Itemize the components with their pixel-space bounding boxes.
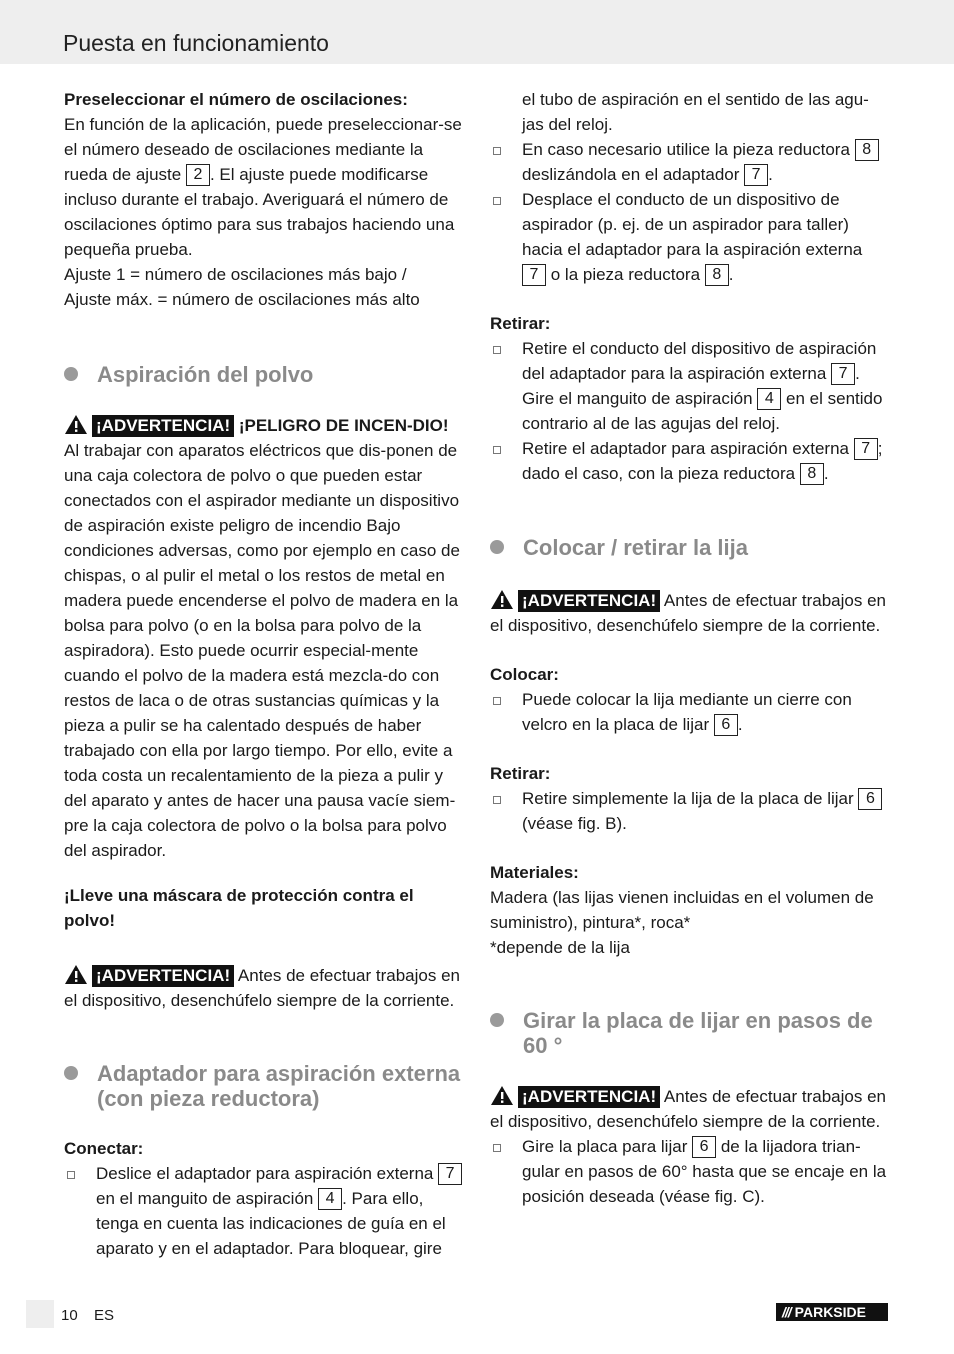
section-heading-aspiracion: Aspiración del polvo [64,362,464,387]
language-code: ES [94,1307,115,1324]
connect-heading: Conectar: [64,1139,144,1158]
checkbox-bullet-icon [67,1171,75,1179]
warning-triangle-icon [64,414,88,435]
checkbox-bullet-icon [493,697,501,705]
section-heading-girar: Girar la placa de lijar en pasos de 60 ° [490,1008,890,1058]
ref-number: 7 [744,164,768,186]
right-column [490,87,890,1209]
checkbox-bullet-icon [493,197,501,205]
ref-number: 4 [757,388,781,410]
checkbox-bullet-icon [493,147,501,155]
materials-heading: Materiales: [490,863,579,882]
bullet-icon [490,540,504,554]
section-heading-lija: Colocar / retirar la lija [490,535,890,560]
checkbox-bullet-icon [493,1144,501,1152]
left-column [64,87,464,1261]
take-list [490,786,890,836]
list-item: Puede colocar la lija mediante un cierre con velcro en la placa de lijar 6 . [490,687,890,737]
remove-list [490,336,890,486]
preselect-setting-low: Ajuste 1 = número de oscilaciones más bajo / [64,265,407,284]
unplug-warning-girar: ¡ADVERTENCIA! Antes de efectuar trabajos en el dispositivo, desenchúfelo siempre de la corriente. [490,1087,886,1131]
list-item: Gire la placa para lijar 6 de la lijadora trian-gular en pasos de 60° hasta que se encaje en la posición deseada (véase fig. C). [490,1134,890,1209]
remove-heading: Retirar: [490,314,551,333]
logo-text: PARKSIDE [794,1304,866,1320]
rotate-list [490,1134,890,1209]
ref-number: 7 [438,1163,462,1185]
ref-number: 8 [855,139,879,161]
take-heading: Retirar: [490,764,551,783]
warning-label: ¡ADVERTENCIA! [64,416,234,435]
checkbox-bullet-icon [493,346,501,354]
list-item: Retire simplemente la lija de la placa de lijar 6 (véase fig. B). [490,786,890,836]
connect-list [64,1161,464,1261]
fire-bold: ¡PELIGRO DE INCEN-DIO! [238,416,449,435]
warning-label: ¡ADVERTENCIA! [490,591,660,610]
ref-number: 6 [858,788,882,810]
ref-number: 4 [318,1188,342,1210]
unplug-warning-left: ¡ADVERTENCIA! Antes de efectuar trabajos en el dispositivo, desenchúfelo siempre de la corriente. [64,966,460,1010]
list-item: Deslice el adaptador para aspiración externa 7 en el manguito de aspiración 4 . Para ello, tenga en cuenta las indicaciones de guía en el aparato y en el adaptador. Para bloquear, gire [64,1161,464,1261]
ref-number: 7 [831,363,855,385]
bullet-icon [64,367,78,381]
place-list [490,687,890,737]
mask-notice: ¡Lleve una máscara de protección contra el polvo! [64,886,414,930]
parkside-logo [776,1303,888,1321]
ref-number: 8 [800,463,824,485]
preselect-paragraph: En función de la aplicación, puede preseleccionar-se el número deseado de oscilaciones mediante la rueda de ajuste 2 . El ajuste puede modificarse incluso durante el trabajo. Averiguará el número de oscilaciones óptimo para sus trabajos haciendo una pequeña prueba. [64,115,462,259]
ref-number: 6 [692,1136,716,1158]
preselect-setting-high: Ajuste máx. = número de oscilaciones más alto [64,290,420,309]
ref-number: 7 [854,438,878,460]
checkbox-bullet-icon [493,796,501,804]
logo-mark: /// [782,1304,791,1320]
footer-marker [26,1300,54,1328]
materials-text: Madera (las lijas vienen incluidas en el volumen de suministro), pintura*, roca* [490,888,874,932]
list-item: Desplace el conducto de un dispositivo de aspirador (p. ej. de un aspirador para taller) hacia el adaptador para la aspiración externa 7 o la pieza reductora 8 . [490,187,890,287]
list-item: Retire el adaptador para aspiración externa 7 ; dado el caso, con la pieza reductora 8 . [490,436,890,486]
ref-number: 6 [714,714,738,736]
ref-number: 8 [705,264,729,286]
adapter-list [490,137,890,287]
warning-label: ¡ADVERTENCIA! [490,1087,660,1106]
warning-triangle-icon [490,589,514,610]
checkbox-bullet-icon [493,446,501,454]
fire-text: Al trabajar con aparatos eléctricos que dis-ponen de una caja colectora de polvo o que pueden estar conectados con el aspirador mediante un dispositivo de aspiración existe peligro de incendio Bajo condiciones adversas, como por ejemplo en caso de chispas, o al pulir el metal o los restos de metal en madera puede encenderse el polvo de madera en la bolsa para polvo (o en la bolsa para polvo de la aspiradora). Esto puede ocurrir especial-mente cuando el polvo de la madera está mezcla-do con restos de laca o de otras sustancias químicas y la pieza a pulir se ha calentado después de haber trabajado con ella por largo tiempo. Por ello, evite a toda costa un recalentamiento de la pieza a pulir y del aparato y antes de hacer una pausa vacíe siem-pre la caja colectora de polvo o la bolsa para polvo del aspirador. [64,441,460,860]
ref-number: 7 [522,264,546,286]
warning-label: ¡ADVERTENCIA! [64,966,234,985]
materials-note: *depende de la lija [490,938,630,957]
place-heading: Colocar: [490,665,559,684]
list-item: Retire el conducto del dispositivo de aspiración del adaptador para la aspiración externa 7 . Gire el manguito de aspiración 4 en el sentido contrario al de las agujas del reloj. [490,336,890,436]
section-heading-adaptador: Adaptador para aspiración externa (con pieza reductora) [64,1061,464,1111]
unplug-warning-lija: ¡ADVERTENCIA! Antes de efectuar trabajos en el dispositivo, desenchúfelo siempre de la corriente. [490,591,886,635]
page-number: 10 [61,1307,78,1324]
list-item: En caso necesario utilice la pieza reductora 8 deslizándola en el adaptador 7 . [490,137,890,187]
bullet-icon [64,1066,78,1080]
warning-triangle-icon [64,964,88,985]
connect-continuation: el tubo de aspiración en el sentido de las agu-jas del reloj. [522,90,869,134]
warning-triangle-icon [490,1085,514,1106]
bullet-icon [490,1013,504,1027]
preselect-heading: Preseleccionar el número de oscilaciones: [64,90,408,109]
fire-warning [64,413,464,863]
ref-number: 2 [186,164,210,186]
page-title: Puesta en funcionamiento [63,30,329,56]
